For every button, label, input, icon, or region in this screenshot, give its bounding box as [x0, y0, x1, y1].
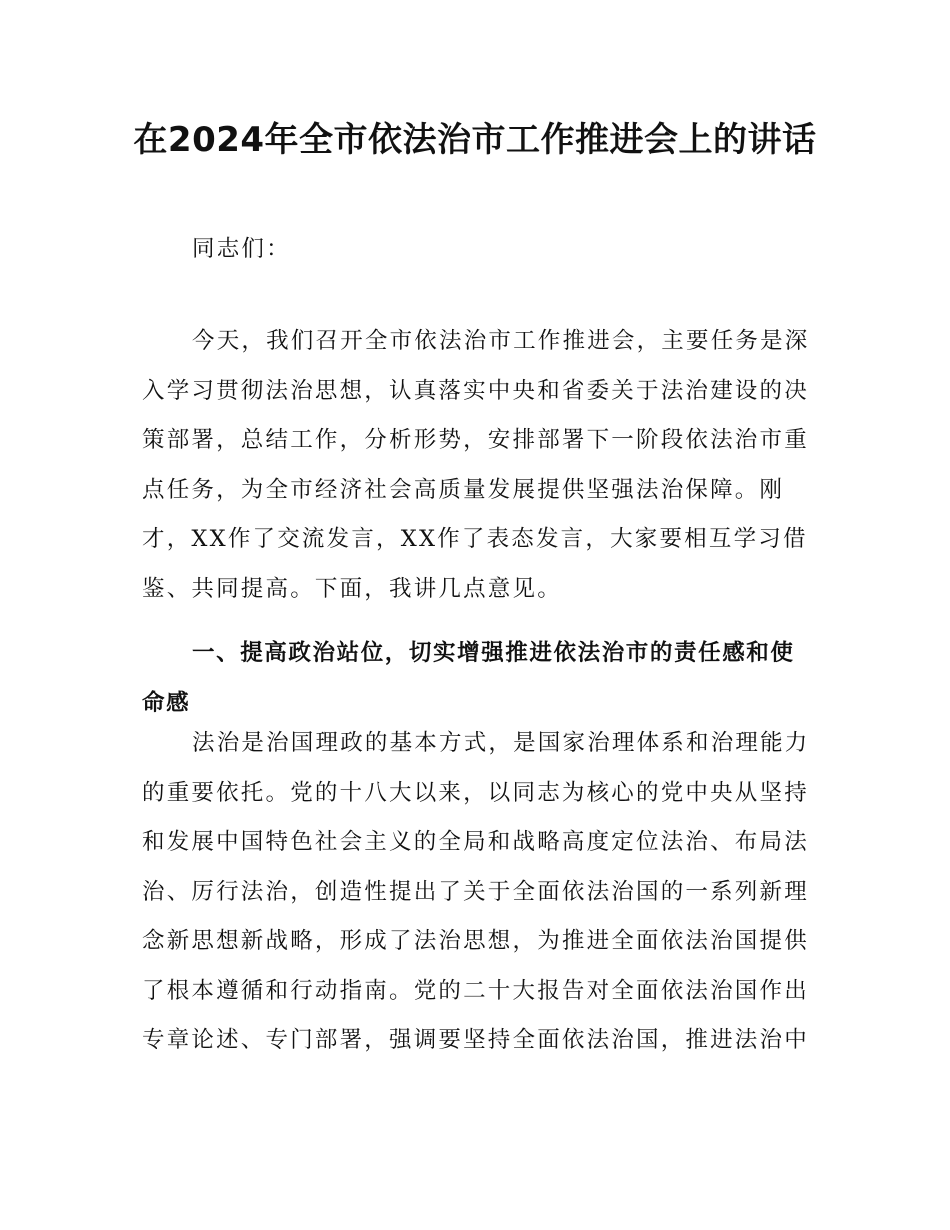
paragraph-section-1: 法治是治国理政的基本方式，是国家治理体系和治理能力的重要依托。党的十八大以来，以同志为核心的党中央从坚持和发展中国特色社会主义的全局和战略高度定位法治、布局法治、厉行法治，创造性提出了关于全面依法治国的一系列新理念新思想新战略，形成了法治思想，为推进全面依法治国提供了根本遵循和行动指南。党的二十大报告对全面依法治国作出专章论述、专门部署，强调要坚持全面依法治国，推进法治中: [142, 730, 810, 1053]
document-title: 在2024年全市依法治市工作推进会上的讲话: [133, 120, 817, 160]
paragraph-opening: 今天，我们召开全市依法治市工作推进会，主要任务是深入学习贯彻法治思想，认真落实中央和省委关于法治建设的决策部署，总结工作，分析形势，安排部署下一阶段依法治市重点任务，为全市经济社会高质量发展提供坚强法治保障。刚才，XX作了交流发言，XX作了表态发言，大家要相互学习借鉴、共同提高。下面，我讲几点意见。: [142, 328, 810, 602]
section-heading-1: 一、提高政治站位，切实增强推进依法治市的责任感和使命感: [142, 640, 795, 716]
greeting-text: 同志们：: [192, 236, 291, 262]
greeting: [142, 225, 810, 275]
